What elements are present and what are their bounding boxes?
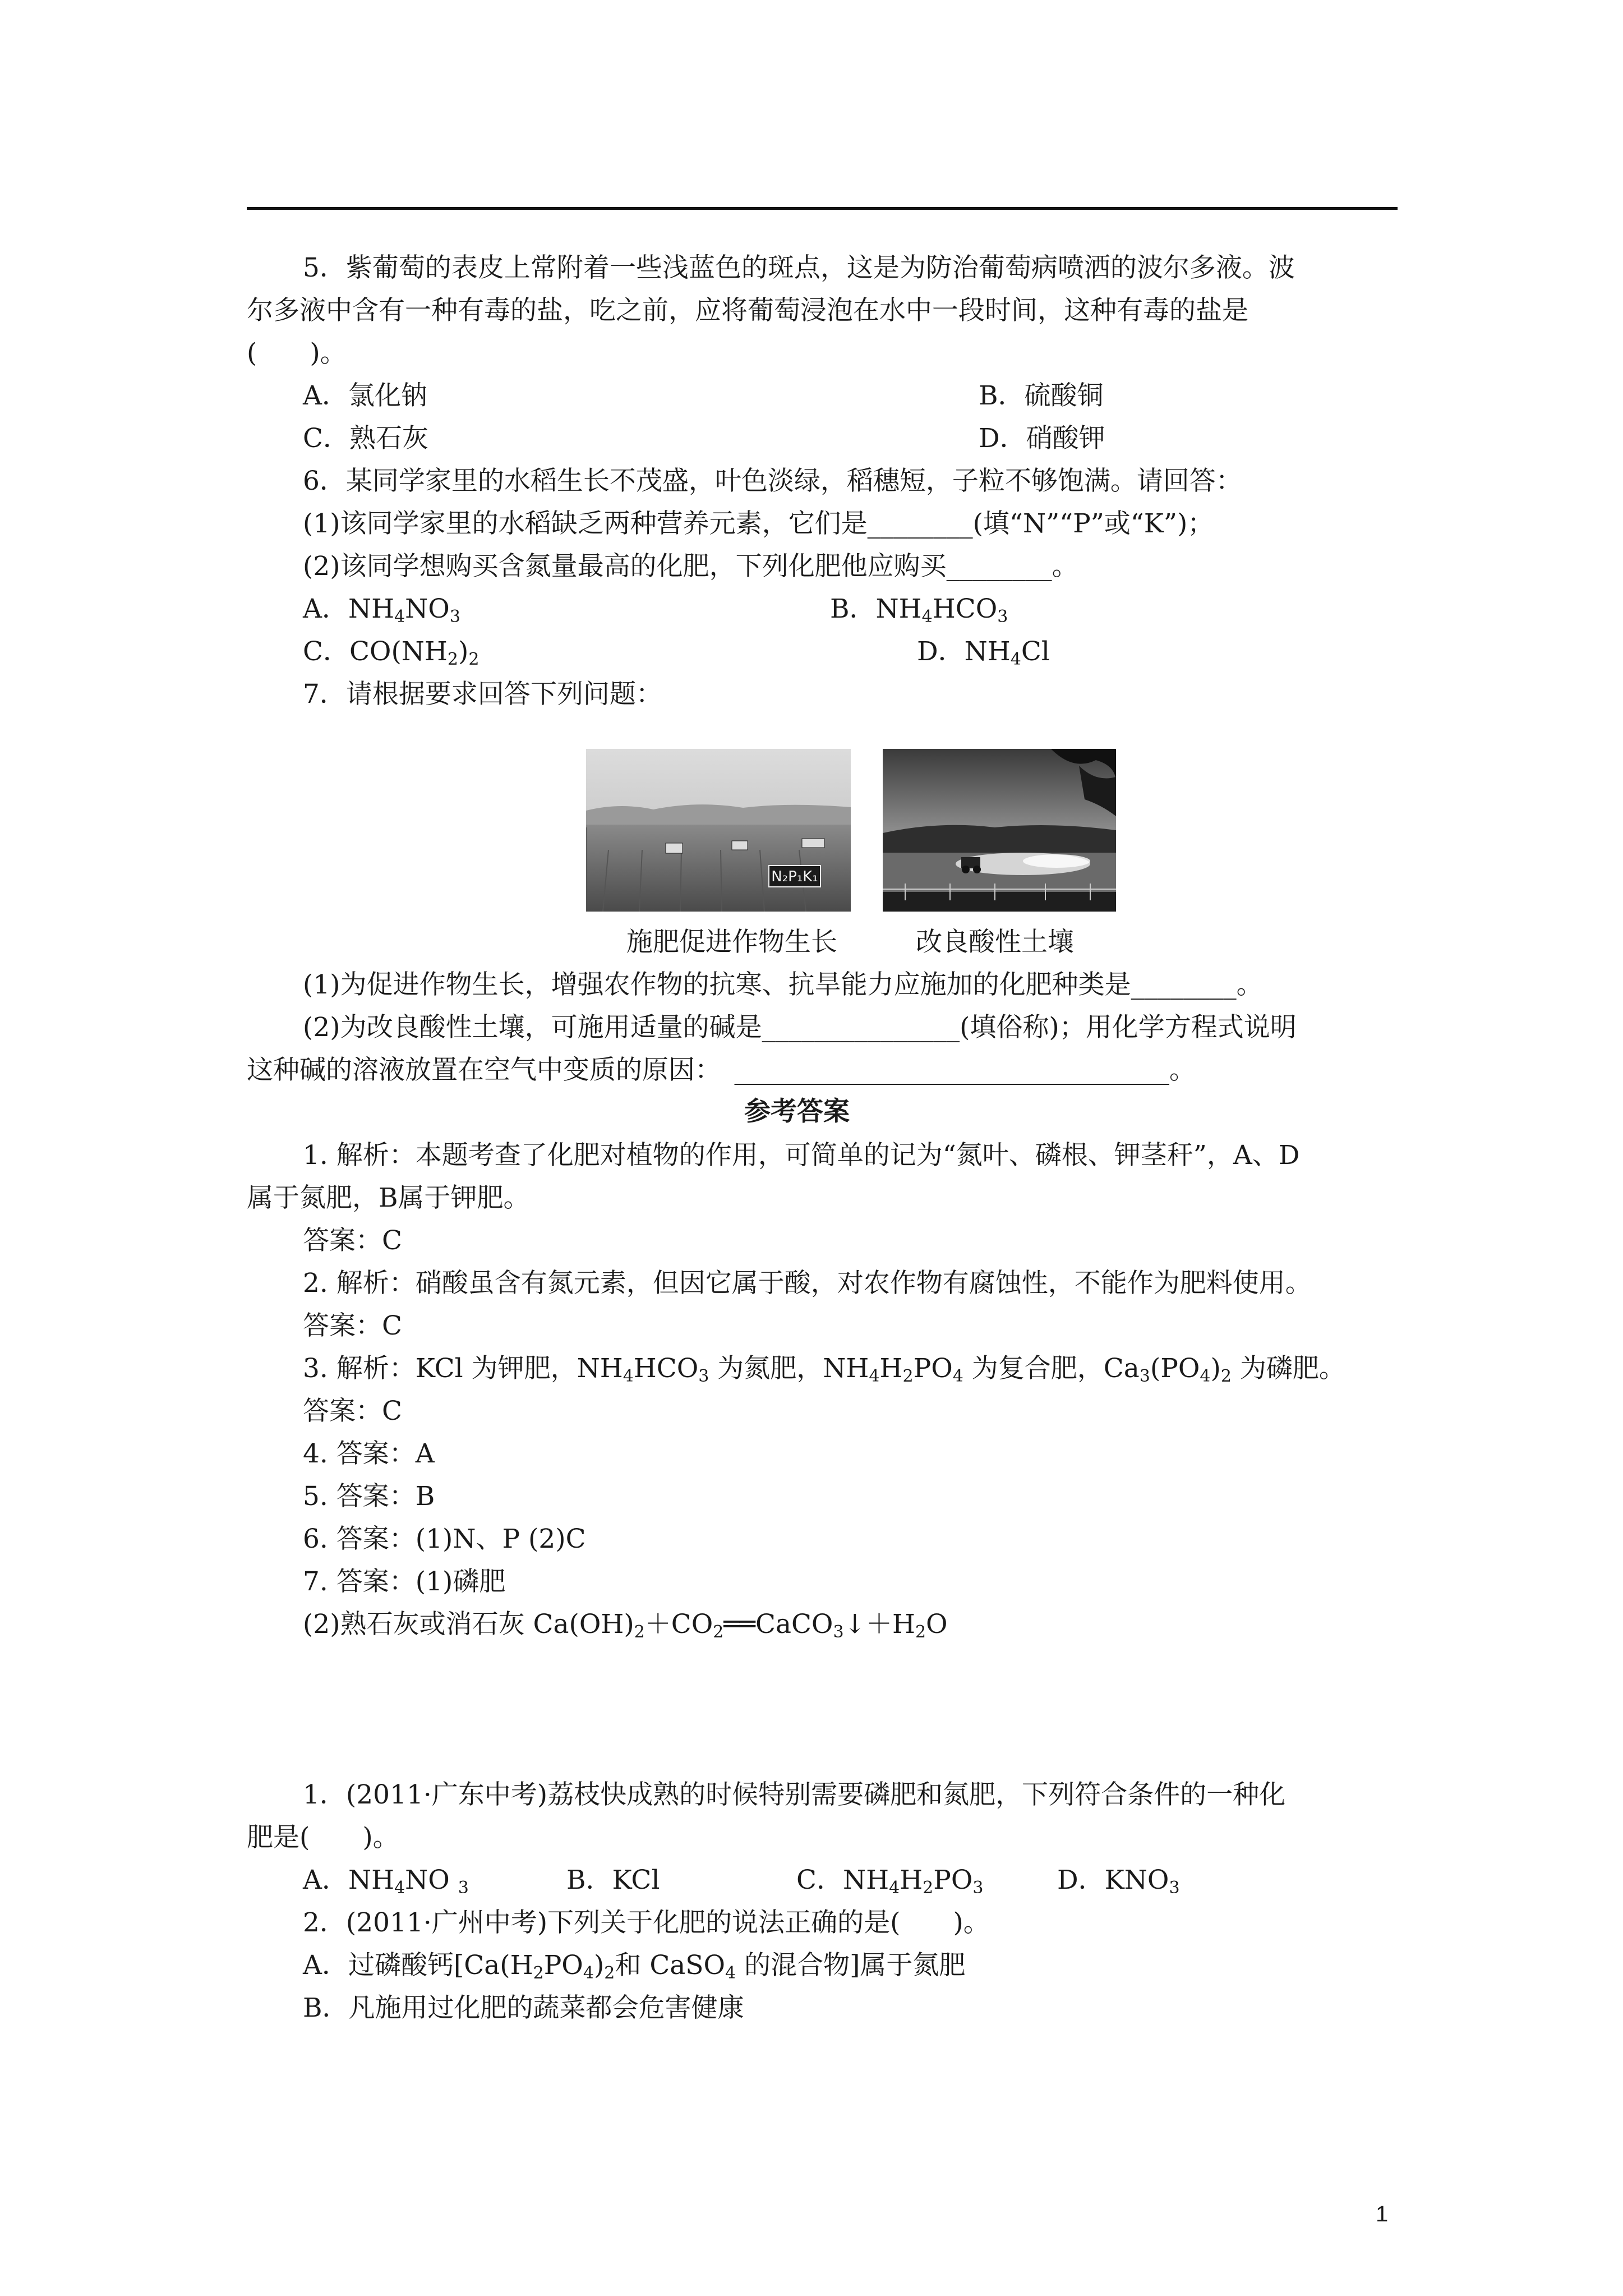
q5-line: ( )。 (247, 338, 347, 369)
answer-1-result: 答案：C (303, 1225, 402, 1256)
q5-option-c: C．熟石灰 (303, 423, 428, 454)
answer-1: 属于氮肥，B属于钾肥。 (247, 1182, 530, 1213)
q5-option-d: D．硝酸钾 (979, 423, 1105, 454)
next-q1-option-c: C．$NH_4H_2PO_3$ (796, 1865, 984, 1898)
q7-sub1: (1)为促进作物生长，增强农作物的抗寒、抗旱能力应施加的化肥种类是________。 (303, 969, 1263, 1000)
fertilizer-field-photo (586, 749, 851, 912)
q7-sub2: (2)为改良酸性土壤，可施用适量的碱是_______________(填俗称)；用化学方程式说明 (303, 1012, 1297, 1043)
answer-7: 7. 答案：(1)磷肥 (303, 1566, 506, 1597)
q7-sub2: 这种碱的溶液放置在空气中变质的原因： _________________________________。 (247, 1055, 1196, 1085)
q6-sub1: (1)该同学家里的水稻缺乏两种营养元素，它们是________(填“N”“P”或“K”)； (303, 508, 1214, 539)
q6-stem: 6．某同学家里的水稻生长不茂盛，叶色淡绿，稻穗短，子粒不够饱满。请回答： (303, 466, 1242, 496)
next-q1-option-a: A．$NH_4NO$ $_3$ (303, 1865, 469, 1898)
next-q2: 2．(2011·广州中考)下列关于化肥的说法正确的是( )。 (303, 1907, 990, 1938)
next-q2-option-b: B．凡施用过化肥的蔬菜都会危害健康 (303, 1993, 744, 2023)
q6-option-d: D．$NH_4Cl$ (917, 636, 1050, 669)
next-q1: 肥是( )。 (247, 1822, 399, 1853)
answer-3: 3. 解析：KCl 为钾肥，$NH_4HCO_3$ 为氮肥，$NH_4H_2PO_4$ 为复合肥，$Ca_3(PO_4)_2$ 为磷肥。 (303, 1353, 1345, 1386)
fertilizer-sign-label: N₂P₁K₁ (771, 868, 818, 885)
answer-2: 2. 解析：硝酸虽含有氮元素，但因它属于酸，对农作物有腐蚀性，不能作为肥料使用。 (303, 1268, 1312, 1299)
q5-option-a: A．氯化钠 (303, 380, 427, 411)
q5-line: 5．紫葡萄的表皮上常附着一些浅蓝色的斑点，这是为防治葡萄病喷洒的波尔多液。波 (303, 252, 1295, 283)
q6-sub2: (2)该同学想购买含氮量最高的化肥，下列化肥他应购买________。 (303, 551, 1078, 582)
answer-2-result: 答案：C (303, 1310, 402, 1341)
answer-7-equation: (2)熟石灰或消石灰 $Ca(OH)_2+CO_2══CaCO_3↓+H_2O$ (303, 1609, 948, 1642)
q6-option-b: B．$NH_4HCO_3$ (830, 593, 1008, 627)
answer-6: 6. 答案：(1)N、P (2)C (303, 1524, 586, 1554)
photo-caption-fertilizer: 施肥促进作物生长 (626, 927, 837, 958)
answer-3-result: 答案：C (303, 1396, 402, 1427)
page-number: 1 (1376, 2202, 1389, 2226)
q6-option-a: A．$NH_4NO_3$ (303, 593, 460, 627)
q5-option-b: B．硫酸铜 (979, 380, 1104, 411)
next-q1: 1．(2011·广东中考)荔枝快成熟的时候特别需要磷肥和氮肥，下列符合条件的一种化 (303, 1779, 1286, 1810)
soil-improvement-photo (883, 749, 1116, 912)
next-q1-option-d: D．$KNO_3$ (1057, 1865, 1180, 1898)
next-q2-option-a: A．过磷酸钙[$Ca(H_2PO_4)_2$和 CaSO$_4$ 的混合物]属于氮肥 (303, 1950, 966, 1983)
next-q1-option-b: B．KCl (566, 1865, 660, 1895)
answer-4: 4. 答案：A (303, 1438, 435, 1469)
answers-heading: 参考答案 (744, 1096, 850, 1127)
q6-option-c: C．$CO(NH_2)_2$ (303, 636, 479, 669)
q7-stem: 7．请根据要求回答下列问题： (303, 679, 662, 710)
photo-caption-soil: 改良酸性土壤 (916, 927, 1074, 958)
q5-line: 尔多液中含有一种有毒的盐，吃之前，应将葡萄浸泡在水中一段时间，这种有毒的盐是 (247, 295, 1248, 326)
answer-5: 5. 答案：B (303, 1481, 435, 1512)
answer-1: 1. 解析：本题考查了化肥对植物的作用，可简单的记为“氮叶、磷根、钾茎秆”，A、D (303, 1140, 1300, 1171)
header-rule (247, 207, 1398, 210)
